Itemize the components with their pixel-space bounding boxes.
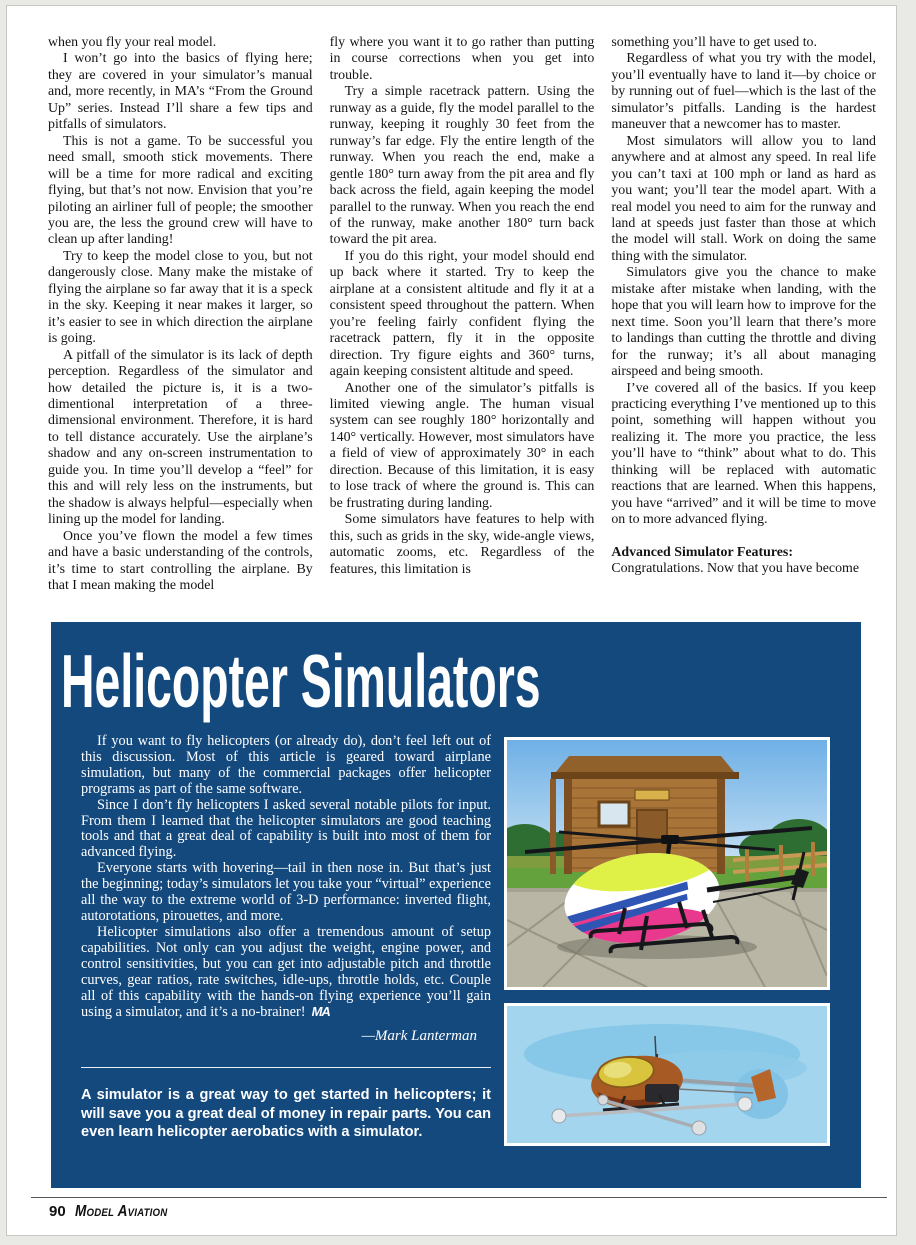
article-column-3: [611, 35, 876, 594]
footer: [49, 1203, 180, 1221]
magazine-name: Model Aviation: [74, 1203, 168, 1220]
ground-helicopter-photo: [504, 737, 830, 990]
paragraph: something you’ll have to get used to.: [611, 35, 817, 50]
sidebar-paragraph: If you want to fly helicopters (or already do), don’t feel left out of this discussion. Most of this article is geared toward airplane simulation, but many of the commercial packages offer helicopter programs as part of the same software.: [81, 733, 491, 797]
footer-rule: [31, 1197, 887, 1198]
article-column-1: [48, 35, 313, 594]
paragraph: Some simulators have features to help with this, such as grids in the sky, wide-angle views, automatic zooms, etc. Regardless of the features, this limitation is: [329, 512, 595, 577]
helicopter-sidebar-box: [51, 622, 861, 1188]
article-column-2: [330, 35, 595, 594]
paragraph: when you fly your real model.: [48, 35, 217, 50]
sidebar-body: [81, 734, 491, 1156]
article-column-3-paragraphs: [611, 35, 876, 529]
paragraph: Most simulators will allow you to land anywhere and at almost any speed. In real life you can’t taxi at 100 mph or land as hard as you want; you’ll tear the model apart. With a real model you need to aim for the runway and land at speeds just faster than those at which the model will stall. Work on doing the same thing with the simulator.: [611, 133, 877, 264]
paragraph: Try to keep the model close to you, but not dangerously close. Many make the mistake of flying the airplane so far away that it is a speck in the sky. Keeping it near makes it larger, so it’s easier to see in which direction the airplane is going.: [48, 248, 313, 347]
paragraph: Regardless of what you try with the model, you’ll eventually have to land it—by choice or by running out of fuel—which is the last of the simulator’s pitfalls. Landing is the hardest maneuver that a newcomer has to master.: [611, 51, 877, 133]
paragraph: Try a simple racetrack pattern. Using the runway as a guide, fly the model parallel to the runway, keeping it roughly 30 feet from the runway’s far edge. Fly the entire length of the runway. When you reach the end, make a gentle 180° turn away from the pit area and fly back across the field, again keeping the model parallel to the runway. When you reach the end of the runway, make another 180° turn back toward the pit area.: [329, 84, 595, 248]
sidebar-title: Helicopter Simulators: [61, 639, 541, 724]
divider: [81, 1067, 491, 1068]
photo-caption: A simulator is a great way to get started in helicopters; it will save you a great deal of money in repair parts. You can even learn helicopter aerobatics with a simulator.: [81, 1087, 491, 1141]
ground-helicopter-illustration: [507, 740, 827, 987]
author-byline: —Mark Lanterman: [361, 1028, 477, 1045]
page-number: 90: [49, 1203, 66, 1220]
paragraph: Once you’ve flown the model a few times and have a basic understanding of the controls, it’s time to start controlling the airplane. By that I mean making the model: [48, 528, 313, 593]
sidebar-paragraph-text: Helicopter simulations also offer a tremendous amount of setup capabilities. Not only can you adjust the weight, engine power, and control sensitivities, but you can get into adjustable pitch and throttle curves, gear ratios, rate switches, idle-ups, throttle holds, etc. Couple all of this capability with the hands-on flying experience you’ll gain using a simulator, and it’s a no-brainer!: [81, 923, 491, 1021]
paragraph: fly where you want it to go rather than putting in course corrections when you get into trouble.: [329, 35, 595, 83]
flying-helicopter-illustration: [507, 1006, 827, 1143]
sidebar-paragraph: Since I don’t fly helicopters I asked several notable pilots for input. From them I learned that the helicopter simulators are good teaching tools and that a great deal of capability is built into most of them for advanced flying.: [81, 796, 491, 861]
paragraph: I’ve covered all of the basics. If you keep practicing everything I’ve mentioned up to this point, something will happen without you realizing it. The more you practice, the less you’ll have to “think” about what to do. This thinking will be replaced with automatic reactions that are learned. When this happens, you have “arrived” and it will be time to move on to more advanced flying.: [611, 380, 877, 528]
flying-helicopter-photo: [504, 1003, 830, 1146]
section-subheading: Advanced Simulator Features:: [611, 544, 793, 560]
article-columns: [48, 35, 876, 594]
paragraph: I won’t go into the basics of flying here; they are covered in your simulator’s manual and, more recently, in MA’s “From the Ground Up” series. Instead I’ll share a few tips and pitfalls of simulators.: [48, 51, 313, 133]
ma-logo: MA: [311, 1004, 330, 1020]
magazine-page: [6, 5, 897, 1236]
sidebar-paragraph: Everyone starts with hovering—tail in then nose in. But that’s just the beginning; today’s simulators let you take your “virtual” experience all the way to the extreme world of 3-D performance: inverted flight, autorotations, pirouettes, and more.: [81, 860, 491, 924]
paragraph: If you do this right, your model should end up back where it started. Try to keep the airplane at a consistent altitude and fly it at a consistent speed throughout the pattern. When you’re feeling fairly confident flying the racetrack pattern, fly it in the opposite direction. Try figure eights and 360° turns, again keeping consistent altitude and speed.: [329, 248, 595, 380]
sidebar-photos: [504, 737, 830, 1146]
paragraph: Simulators give you the chance to make mistake after mistake when landing, with the hope that you will learn how to improve for the next time. Soon you’ll learn that there’s more to landings than cutting the throttle and diving for the runway; it’s all about managing airspeed and being smooth.: [611, 265, 877, 380]
paragraph: Another one of the simulator’s pitfalls is limited viewing angle. The human visual system can see roughly 180° horizontally and 140° vertically. However, most simulators have a field of view of approximately 30° in each direction. Because of this limitation, it is easy to lose track of where the ground is. This can be frustrating during landing.: [329, 380, 595, 511]
sidebar-paragraph: [81, 925, 491, 1021]
paragraph: Congratulations. Now that you have become: [611, 561, 860, 577]
paragraph: A pitfall of the simulator is its lack of depth perception. Regardless of the simulator and how detailed the picture is, it is a two-dimentional interpretation of a three-dimensional environment. Therefore, it is hard to tell distance accurately. Use the airplane’s shadow and any on-screen instrumentation to guide you. In time you’ll develop a “feel” for this and will rely less on the instruments, but the shadow is always helpful—especially when lining up the model for landing.: [48, 347, 313, 528]
paragraph: This is not a game. To be successful you need small, smooth stick movements. There will be a time for more radical and exciting flying, but that’s not now. Envision that you’re piloting an airliner full of people; the smoother you are, the less the ground crew will have to clean up after landing!: [48, 133, 313, 248]
sidebar-paragraphs: [81, 734, 491, 925]
